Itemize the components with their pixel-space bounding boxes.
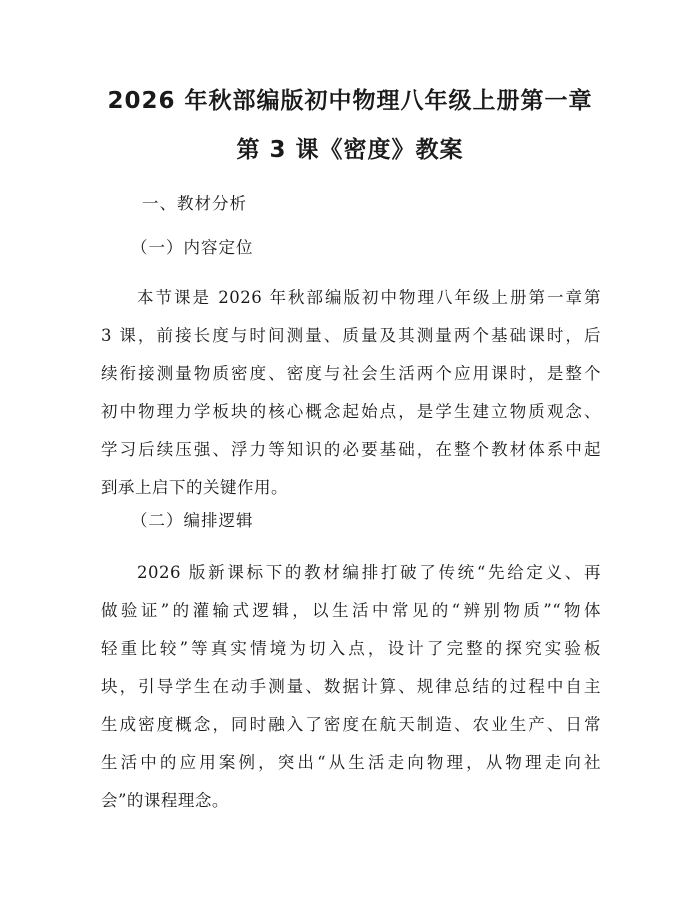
paragraph-content-positioning xyxy=(101,279,601,507)
document-title-line-2: 第 3 课《密度》教案 xyxy=(236,137,464,163)
paragraph-line: 做验证”的灌输式逻辑，以生活中常见的“辨别物质”“物体 xyxy=(101,601,601,620)
document-title-line-1: 2026 年秋部编版初中物理八年级上册第一章 xyxy=(107,88,593,114)
paragraph-line: 生活中的应用案例，突出“从生活走向物理，从物理走向社 xyxy=(101,753,601,772)
paragraph-line: 3 课，前接长度与时间测量、质量及其测量两个基础课时，后 xyxy=(101,326,601,345)
paragraph-line: 轻重比较”等真实情境为切入点，设计了完整的探究实验板 xyxy=(101,639,601,658)
paragraph-line: 本节课是 2026 年秋部编版初中物理八年级上册第一章第 xyxy=(137,288,601,307)
paragraph-line: 会”的课程理念。 xyxy=(101,791,229,810)
subsection-heading-content-positioning: （一）内容定位 xyxy=(131,238,254,257)
subsection-heading-arrangement-logic: （二）编排逻辑 xyxy=(131,511,254,530)
paragraph-line: 到承上启下的关键作用。 xyxy=(101,478,288,497)
paragraph-line: 初中物理力学板块的核心概念起始点，是学生建立物质观念、 xyxy=(101,402,601,421)
paragraph-line: 学习后续压强、浮力等知识的必要基础，在整个教材体系中起 xyxy=(101,440,601,459)
paragraph-line: 续衔接测量物质密度、密度与社会生活两个应用课时，是整个 xyxy=(101,364,601,383)
paragraph-line: 块，引导学生在动手测量、数据计算、规律总结的过程中自主 xyxy=(101,677,601,696)
section-heading-textbook-analysis: 一、教材分析 xyxy=(142,194,247,213)
paragraph-line: 生成密度概念，同时融入了密度在航天制造、农业生产、日常 xyxy=(101,715,601,734)
paragraph-line: 2026 版新课标下的教材编排打破了传统“先给定义、再 xyxy=(137,563,601,582)
paragraph-arrangement-logic xyxy=(101,554,601,820)
